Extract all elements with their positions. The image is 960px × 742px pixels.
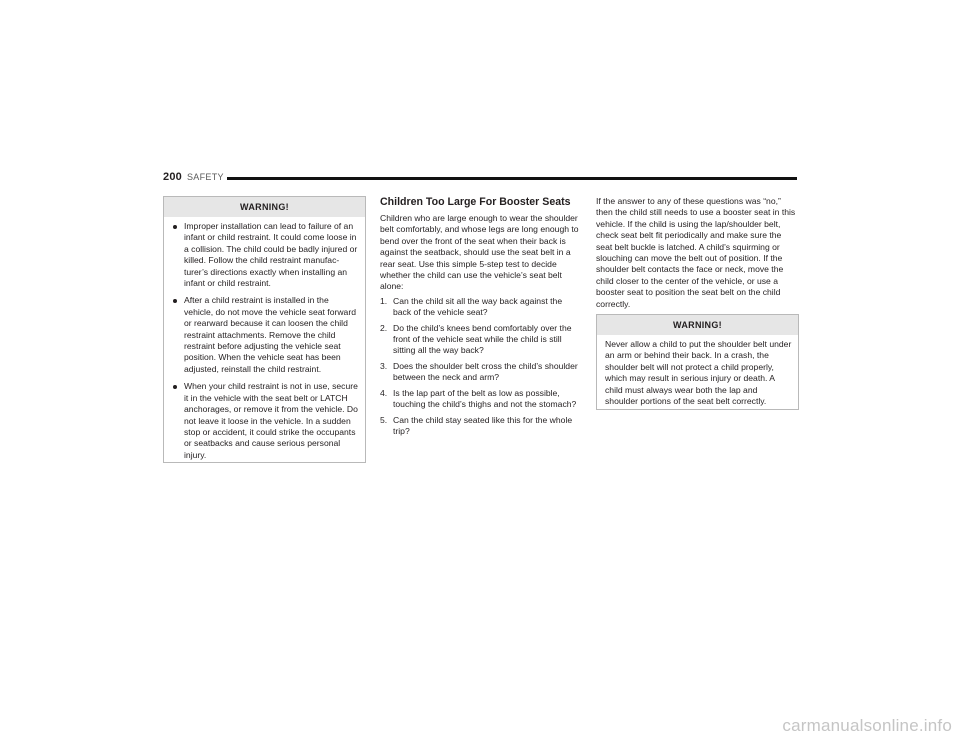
test-steps (380, 296, 582, 437)
intro-paragraph: Children who are large enough to wear the shoulder belt comfortably, and whose legs are long enough to bend over the front of the seat when their back is against the seatback, should use the seat belt in a rear seat. Use this simple 5-step test to decide whether the child can use the vehicle’s seat belt alone: (380, 213, 579, 292)
step-item: 5. Can the child stay seated like this for the whole trip? (380, 414, 573, 436)
header-rule (227, 177, 797, 180)
right-paragraph: If the answer to any of these questions was “no,” then the child still needs to use a booster seat in this vehicle. If the child is using the lap/shoulder belt, check seat belt fit periodically and make sure the seat belt buckle is latched. A child’s squirming or slouching can move the belt out of position. If the shoulder belt contacts the face or neck, move the child closer to the center of the vehicle, or use a booster seat to position the seat belt on the child correctly. (596, 196, 796, 309)
warning-box-left (163, 196, 366, 463)
step-item: 2. Do the child’s knees bend comfortably over the front of the vehicle seat while the child is still sitting all the way back? (380, 322, 572, 356)
bullet-icon (173, 385, 177, 389)
step-item: 4. Is the lap part of the belt as low as possible, touching the child’s thighs and not the stomach? (380, 387, 577, 410)
bullet-icon (173, 225, 177, 229)
warning-item: Improper installation can lead to failure of an infant or child restraint. It could come loose in a collision. The child could be badly injured or killed. Follow the child restraint manufac-turer’s directions exactly when installing an infant or child restraint. (172, 221, 359, 289)
step-item: 1. Can the child sit all the way back against the back of the vehicle seat? (380, 295, 563, 318)
middle-column (380, 196, 582, 441)
warning-box-right (596, 314, 799, 410)
warning-body (164, 217, 365, 465)
warning-item: When your child restraint is not in use, secure it in the vehicle with the seat belt or LATCH anchorages, or remove it from the vehicle. Do not leave it loose in the vehicle. In a sudden stop or accident, it could strike the occupants or seatbacks and cause serious personal injury. (172, 381, 359, 461)
warning-text: Never allow a child to put the shoulder belt under an arm or behind their back. In a crash, the shoulder belt will not protect a child properly, which may result in serious injury or death. A child must always wear both the lap and shoulder portions of the seat belt correctly. (605, 339, 792, 407)
warning-list (172, 221, 359, 461)
warning-title: WARNING! (597, 315, 798, 335)
watermark: carmanualsonline.info (782, 716, 952, 735)
right-column (596, 196, 797, 310)
section-title: Children Too Large For Booster Seats (380, 196, 571, 208)
warning-title: WARNING! (164, 197, 365, 217)
page-header (163, 171, 797, 185)
warning-item: After a child restraint is installed in the vehicle, do not move the vehicle seat forward or rearward because it can loosen the child restraint attachments. Remove the child restraint before adjusting the vehicle seat position. When the vehicle seat has been adjusted, reinstall the child restraint. (172, 295, 359, 375)
page-number: 200 (163, 171, 182, 183)
step-item: 3. Does the shoulder belt cross the child’s shoulder between the neck and arm? (380, 360, 578, 383)
section-label: SAFETY (187, 172, 224, 182)
bullet-icon (173, 299, 177, 303)
